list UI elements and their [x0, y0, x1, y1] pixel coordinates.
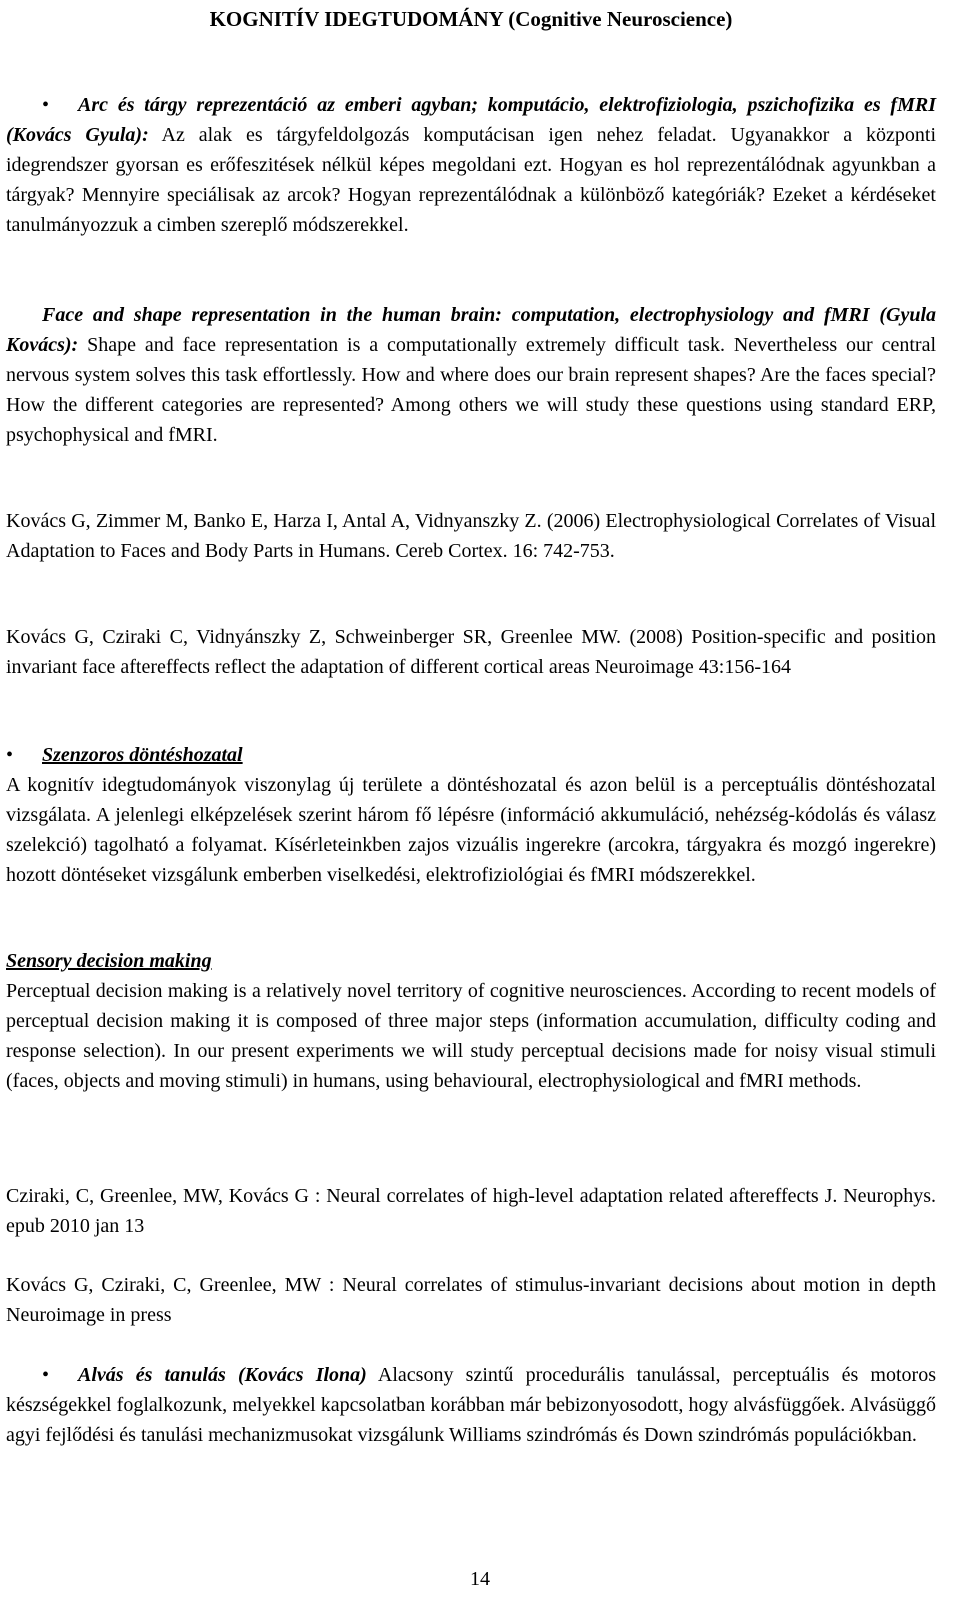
section-heading-decision-hu: Szenzoros döntéshozatal — [42, 744, 243, 766]
reference-3: Cziraki, C, Greenlee, MW, Kovács G : Neural correlates of high-level adaptation related aftereffects J. Neurophys. epub 2010 jan 13 — [6, 1185, 936, 1237]
section-body-sleep: Alacsony szintű procedurális tanulással, perceptuális és motoros készségekkel foglalkozunk, melyekkel kapcsolatban korábban már bebizonyosodott, hogy alvásfüggőek. Alvásüggő agyi fejlődési és tanulási mechanizmusokat vizsgálunk Williams szindrómás és Down szindrómás populációkban. — [6, 1364, 936, 1446]
section-decision-hu-heading-line — [6, 740, 936, 770]
section-body-decision-hu: A kognitív idegtudományok viszonylag új területe a döntéshozatal és azon belül is a perceptuális döntéshozatal vizsgálata. A jelenlegi elképzelések szerint három fő lépésre (információ akkumuláció, nehézség-kódolás és válasz szelekció) tagolható a folyamat. Kísérleteinkben zajos vizuális ingerekre (arcokra, tárgyakra és mozgó ingerekre) hozott döntéseket vizsgálunk emberben viselkedési, elektrofiziológiai és fMRI módszerekkel. — [6, 774, 936, 886]
section-heading-en: Face and shape representation in the human brain: computation, electrophysiology and fMRI (Gyula Kovács): — [6, 304, 936, 356]
bullet-icon: • — [42, 1364, 50, 1386]
section-body-en: Shape and face representation is a computationally extremely difficult task. Nevertheless our central nervous system solves this task effortlessly. How and where does our brain represent shapes? Are the faces special? How the different categories are represented? Among others we will study these questions using standard ERP, psychophysical and fMRI. — [6, 334, 936, 446]
section-heading-decision-en — [6, 946, 936, 976]
section-face-shape-hu — [6, 90, 936, 240]
reference-2: Kovács G, Cziraki C, Vidnyánszky Z, Schweinberger SR, Greenlee MW. (2008) Position-specific and position invariant face aftereffects reflect the adaptation of different cortical areas Neuroimage 43:156-164 — [6, 626, 936, 678]
reference-1: Kovács G, Zimmer M, Banko E, Harza I, Antal A, Vidnyanszky Z. (2006) Electrophysiological Correlates of Visual Adaptation to Faces and Body Parts in Humans. Cereb Cortex. 16: 742-753. — [6, 510, 936, 562]
section-body-hu: Az alak es tárgyfeldolgozás komputácisan igen nehez feladat. Ugyanakkor a központi idegrendszer gyorsan es erőfeszitések nélkül képes megoldani ezt. Hogyan es hol reprezentálódnak agyunkban a tárgyak? Mennyire speciálisak az arcok? Hogyan reprezentálódnak a különböző kategóriák? Ezeket a kérdéseket tanulmányozzuk a cimben szereplő módszerekkel. — [6, 124, 937, 236]
section-face-shape-en — [6, 300, 936, 450]
section-heading-sleep: Alvás és tanulás (Kovács Ilona) — [78, 1364, 367, 1386]
section-body-decision-en: Perceptual decision making is a relatively novel territory of cognitive neurosciences. According to recent models of perceptual decision making it is composed of three major steps (information accumulation, difficulty coding and response selection). In our present experiments we will study perceptual decisions made for noisy visual stimuli (faces, objects and moving stimuli) in humans, using behavioural, electrophysiological and fMRI methods. — [6, 980, 936, 1092]
section-heading-decision-en-text: Sensory decision making — [6, 950, 212, 972]
page-title: KOGNITÍV IDEGTUDOMÁNY (Cognitive Neuroscience) — [209, 7, 733, 31]
section-sleep-learning — [6, 1360, 936, 1450]
bullet-icon: • — [42, 94, 50, 116]
page-number: 14 — [470, 1568, 490, 1590]
reference-4: Kovács G, Cziraki, C, Greenlee, MW : Neural correlates of stimulus-invariant decisions about motion in depth Neuroimage in press — [6, 1274, 936, 1326]
section-heading-hu: Arc és tárgy reprezentáció az emberi agyban; komputácio, elektrofiziologia, pszichofizika es fMRI (Kovács Gyula): — [6, 94, 936, 146]
bullet-icon: • — [6, 744, 14, 766]
